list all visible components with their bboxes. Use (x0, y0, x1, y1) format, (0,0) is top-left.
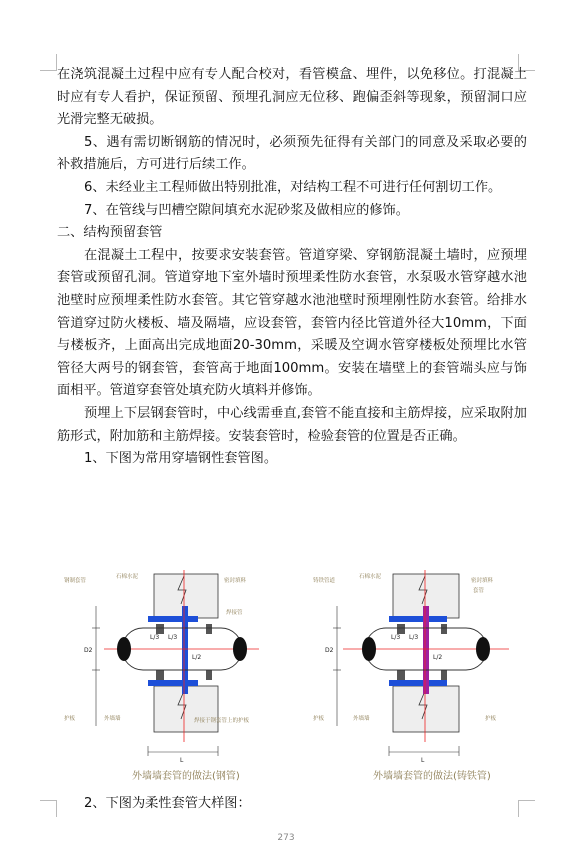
dim-l: L (421, 757, 425, 764)
paragraph-sleeve-requirements: 在混凝土工程中，按要求安装套管。管道穿梁、穿钢筋混凝土墙时，应预埋套管或预留孔洞。管道穿地下室外墙时预埋柔性防水套管，水泵吸水管穿越水池池壁时应预埋柔性防水套管。其它管穿越水池池壁时预埋刚性防水套管。给排水管道穿过防火楼板、墙及隔墙，应设套管，套管内径比管道外径大10mm，下面与楼板齐，上面高出完成地面20-30mm，采暖及空调水管穿楼板处预埋比水管管径大两号的钢套管，套管高于地面100mm。安装在墙壁上的套管端头应与饰面相平。管道穿套管处填充防火填料并修饰。 (57, 247, 527, 399)
crop-mark-bottom-left (40, 800, 57, 817)
paragraph-item-6: 6、未经业主工程师做出特别批准，对结构工程不可进行任何割切工作。 (84, 179, 502, 195)
label-top-mid: 石棉水泥 (359, 574, 382, 580)
paragraph-continuation: 在浇筑混凝土过程中应有专人配合校对，看管模盒、埋件，以免移位。打混凝土时应有专人看护，保证预留、预埋孔洞应无位移、跑偏歪斜等现象，预留洞口应光滑完整无破损。 (57, 67, 527, 128)
paragraph-figure-intro: 1、下图为常用穿墙钢性套管图。 (84, 451, 278, 467)
label-bottom-left: 外墙墙 (353, 716, 370, 722)
label-top-left: 钢制套管 (64, 578, 87, 584)
paragraph-flexible-sleeve-intro: 2、下图为柔性套管大样图： (84, 796, 251, 811)
crop-mark-top-left (40, 54, 57, 71)
dim-d: D2 (84, 647, 93, 654)
label-top-right: 密封填料 (471, 578, 494, 584)
label-bottom-right: 焊接于钢套管上的护板 (194, 718, 250, 724)
paragraph-item-7: 7、在管线与凹槽空隙间填充水泥砂浆及做相应的修饰。 (84, 202, 409, 218)
label-top-right: 密封填料 (224, 578, 247, 584)
dim-l3-a: L/3 (150, 634, 160, 641)
dim-l2: L/2 (433, 654, 443, 661)
figure-sleeve-cast-iron (313, 566, 513, 786)
section-heading: 二、结构预留套管 (57, 225, 163, 241)
dim-l3-b: L/3 (409, 634, 419, 641)
dim-l3-b: L/3 (168, 634, 178, 641)
paragraph-steel-sleeve: 预埋上下层钢套管时，中心线需垂直,套管不能直接和主筋焊接，应采取附加筋形式，附加筋和主筋焊接。安装套管时，检验套管的位置是否正确。 (57, 405, 527, 444)
dim-l2: L/2 (192, 654, 202, 661)
crop-mark-bottom-right (518, 800, 535, 817)
figure-caption-cast-iron: 外墙墙套管的做法(铸铁管) (373, 771, 491, 782)
label-bottom-right: 护板 (485, 716, 497, 722)
label-left-bottom: 护板 (313, 716, 325, 722)
label-top-mid: 石棉水泥 (116, 574, 139, 580)
body-text (57, 64, 527, 471)
label-bottom-left: 外墙墙 (104, 716, 121, 722)
label-left-bottom: 护板 (64, 716, 76, 722)
paragraph-item-5: 5、遇有需切断钢筋的情况时，必须预先征得有关部门的同意及采取必要的补救措施后，方可进行后续工作。 (57, 134, 527, 173)
label-top-left: 铸铁管道 (313, 578, 336, 584)
label-right-mid: 套管 (473, 588, 485, 594)
figure-caption-steel: 外墙墙套管的做法(钢管) (132, 771, 240, 782)
label-right-mid: 焊接管 (226, 610, 243, 616)
dim-d: D2 (325, 647, 334, 654)
figure-sleeve-steel (64, 566, 264, 786)
dim-l3-a: L/3 (391, 634, 401, 641)
dim-l: L (180, 757, 184, 764)
page-number: 273 (277, 833, 295, 843)
